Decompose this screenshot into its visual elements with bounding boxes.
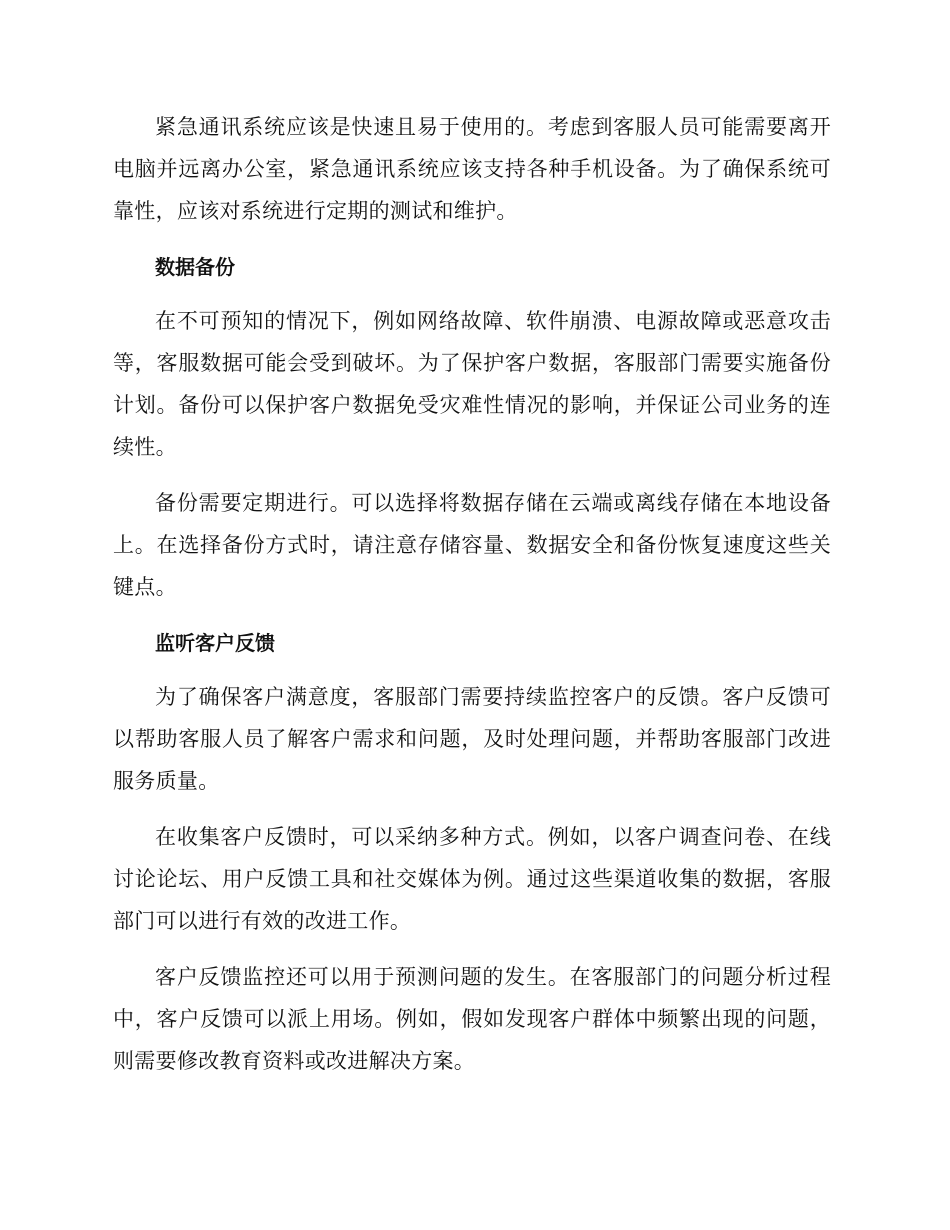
paragraph-feedback-monitoring: 为了确保客户满意度，客服部门需要持续监控客户的反馈。客户反馈可以帮助客服人员了解客户需求和问题，及时处理问题，并帮助客服部门改进服务质量。	[113, 685, 831, 793]
paragraph-feedback-prediction: 客户反馈监控还可以用于预测问题的发生。在客服部门的问题分析过程中，客户反馈可以派上用场。例如，假如发现客户群体中频繁出现的问题，则需要修改教育资料或改进解决方案。	[113, 965, 831, 1073]
section-heading-customer-feedback: 监听客户反馈	[155, 631, 275, 655]
paragraph-feedback-collection: 在收集客户反馈时，可以采纳多种方式。例如，以客户调查问卷、在线讨论论坛、用户反馈工具和社交媒体为例。通过这些渠道收集的数据，客服部门可以进行有效的改进工作。	[113, 825, 831, 933]
paragraph-backup-schedule: 备份需要定期进行。可以选择将数据存储在云端或离线存储在本地设备上。在选择备份方式时，请注意存储容量、数据安全和备份恢复速度这些关键点。	[113, 491, 831, 599]
paragraph-emergency-comms: 紧急通讯系统应该是快速且易于使用的。考虑到客服人员可能需要离开电脑并远离办公室，紧急通讯系统应该支持各种手机设备。为了确保系统可靠性，应该对系统进行定期的测试和维护。	[113, 115, 831, 223]
document-page	[113, 106, 831, 1082]
section-heading-data-backup: 数据备份	[155, 255, 235, 279]
paragraph-backup-purpose: 在不可预知的情况下，例如网络故障、软件崩溃、电源故障或恶意攻击等，客服数据可能会受到破坏。为了保护客户数据，客服部门需要实施备份计划。备份可以保护客户数据免受灾难性情况的影响，并保证公司业务的连续性。	[113, 309, 831, 459]
